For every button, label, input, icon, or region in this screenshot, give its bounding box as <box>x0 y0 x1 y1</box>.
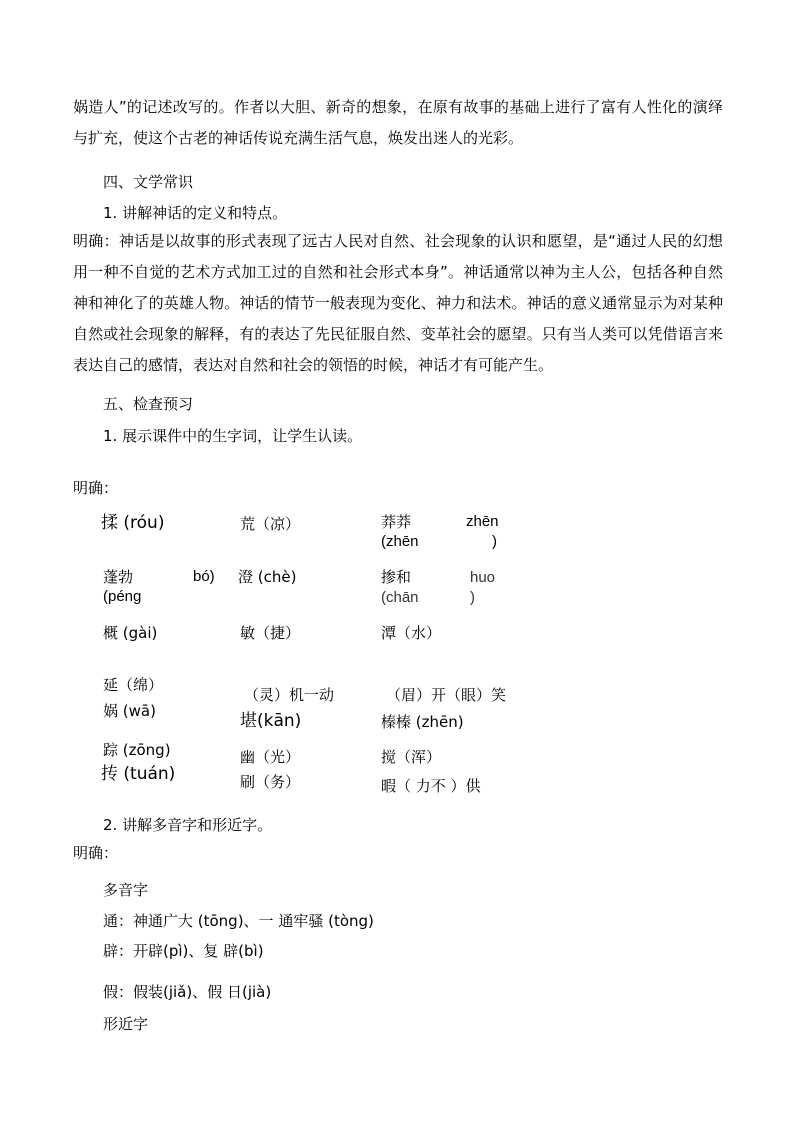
vocab-gai: 概 (gài) <box>103 624 158 642</box>
item-explain-myth: 1. 讲解神话的定义和特点。 <box>103 204 288 222</box>
vocab-zong: 踪 (zōng) <box>103 741 171 759</box>
vocab-kan: 堪(kān) <box>240 711 302 731</box>
vocab-xia-gong: 暇（ 力不 ）供 <box>381 777 481 795</box>
vocab-min-jie: 敏（捷） <box>240 624 301 642</box>
vocab-chan-pinyin-a: (chān <box>381 589 419 606</box>
vocab-peng-pinyin-b: bó) <box>193 568 215 585</box>
vocab-jiao-hun: 搅（浑） <box>381 748 442 766</box>
vocab-chan-pinyin-b: huo <box>470 569 496 586</box>
vocab-you-guang: 幽（光） <box>240 748 301 766</box>
answer-label: 明确： <box>73 479 119 497</box>
vocab-yan-mian: 延（绵） <box>103 676 164 694</box>
vocab-mang-pinyin-a: (zhēn <box>381 533 419 550</box>
vocab-peng-pinyin-a: (péng <box>103 588 142 605</box>
polyphone-jia: 假：假装(jiǎ)、假 日(jià) <box>103 983 272 1001</box>
vocab-mang-pinyin-c: ) <box>492 533 497 550</box>
vocab-cheng: 澄 (chè) <box>238 568 297 586</box>
vocab-shua-wu: 刷（务） <box>240 773 301 791</box>
intro-paragraph: 娲造人”的记述改写的。作者以大胆、新奇的想象，在原有故事的基础上进行了富有人性化的演绎与扩充，使这个古老的神话传说充满生活气息，焕发出迷人的光彩。 <box>73 98 723 147</box>
vocab-rou: 揉 (róu) <box>101 513 165 533</box>
section-heading-literary-knowledge: 四、文学常识 <box>103 173 194 191</box>
item-show-new-words: 1. 展示课件中的生字词，让学生认读。 <box>103 427 363 445</box>
vocab-chan-text: 掺和 <box>381 568 412 586</box>
similar-chars-heading: 形近字 <box>103 1015 149 1033</box>
vocab-chan-pinyin-c: ) <box>470 589 475 606</box>
answer-label-2: 明确： <box>73 844 119 862</box>
vocab-mang-text: 莽莽 <box>381 513 412 531</box>
polyphone-tong: 通：神通广大 (tōng)、一 通牢骚 (tòng) <box>103 912 374 930</box>
vocab-ling-ji: （灵）机一动 <box>244 686 335 704</box>
polyphone-heading: 多音字 <box>103 881 149 899</box>
vocab-tan-shui: 潭（水） <box>381 624 442 642</box>
polyphone-pi: 辟：开辟(pì)、复 辟(bì) <box>103 942 264 960</box>
vocab-peng-text: 蓬勃 <box>103 568 134 586</box>
item-polyphone-explain: 2. 讲解多音字和形近字。 <box>103 816 273 834</box>
vocab-huang-liang: 荒（凉） <box>240 515 301 533</box>
vocab-mei-kai: （眉）开（眼）笑 <box>386 686 507 704</box>
vocab-wa: 娲 (wā) <box>103 702 156 720</box>
section-heading-preview-check: 五、检查预习 <box>103 395 194 413</box>
vocab-zhen: 榛榛 (zhēn) <box>381 713 464 731</box>
myth-definition-paragraph: 明确：神话是以故事的形式表现了远古人民对自然、社会现象的认识和愿望，是“通过人民的幻想用一种不自觉的艺术方式加工过的自然和社会形式本身”。神话通常以神为主人公，包括各种自然神和神化了的英雄人物。神话的情节一般表现为变化、神力和法术。神话的意义通常显示为对某种自然或社会现象的解释，有的表达了先民征服自然、变革社会的愿望。只有当人类可以凭借语言来表达自己的感情，表达对自然和社会的领悟的时候，神话才有可能产生。 <box>73 232 723 374</box>
vocab-mang-pinyin-b: zhēn <box>466 513 499 530</box>
vocab-tuan: 抟 (tuán) <box>101 764 176 784</box>
